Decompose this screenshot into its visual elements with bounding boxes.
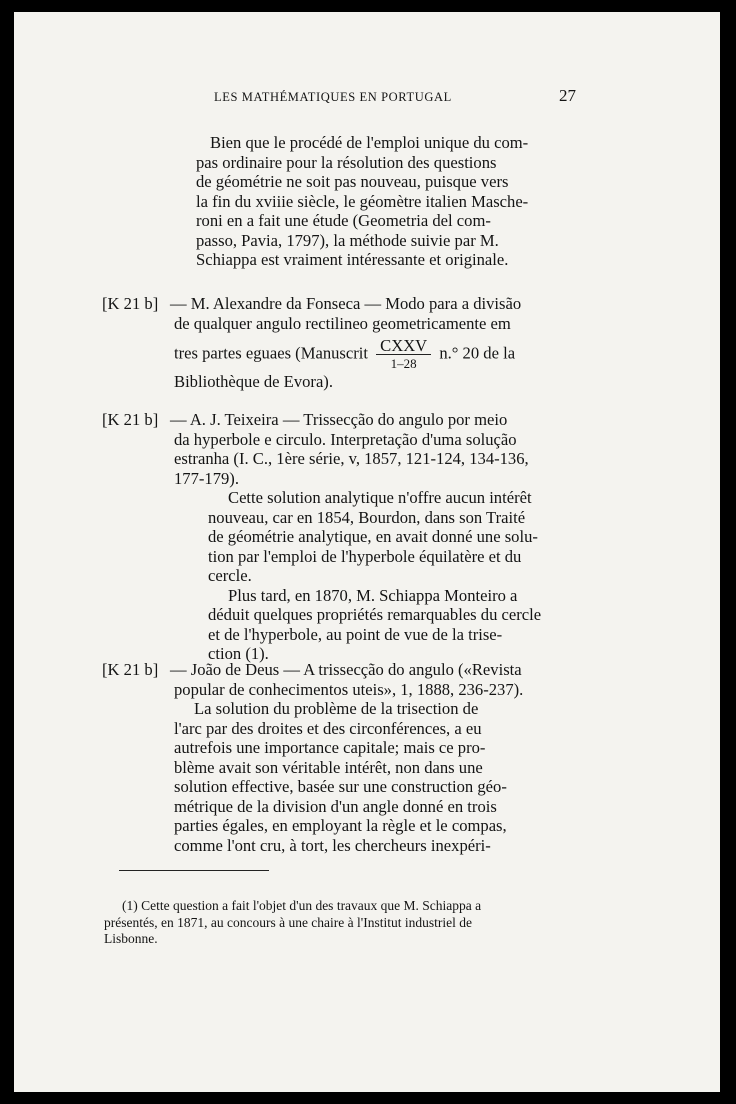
text-line: popular de conhecimentos uteis», 1, 1888, 236-237).	[174, 679, 524, 699]
text-fragment: n.° 20 de la	[439, 343, 516, 363]
text-line: de qualquer angulo rectilineo geometricamente em	[174, 313, 511, 333]
text-line: da hyperbole e circulo. Interpretação d'uma solução	[174, 429, 517, 449]
text-line: — A. J. Teixeira — Trissecção do angulo por meio	[170, 410, 508, 429]
text-line: nouveau, car en 1854, Bourdon, dans son Traité	[208, 507, 526, 527]
text-line: Cette solution analytique n'offre aucun intérêt	[228, 488, 532, 507]
entry-joao-de-deus	[170, 660, 580, 855]
text-fragment: tres partes eguaes (Manuscrit	[174, 343, 368, 363]
entry-fonseca	[170, 294, 580, 392]
text-line: Schiappa est vraiment intéressante et originale.	[196, 250, 509, 269]
text-line: et de l'hyperbole, au point de vue de la trise-	[208, 624, 503, 644]
text-line: parties égales, en employant la règle et le compas,	[174, 816, 507, 835]
text-line: blème avait son véritable intérêt, non dans une	[174, 757, 483, 777]
text-line: autrefois une importance capitale; mais ce pro-	[174, 738, 486, 757]
text-line: — M. Alexandre da Fonseca — Modo para a divisão	[170, 294, 522, 313]
document-page	[14, 12, 720, 1092]
manuscript-fraction	[376, 337, 431, 372]
text-line: pas ordinaire pour la résolution des questions	[196, 152, 497, 172]
page-number: 27	[559, 86, 576, 105]
text-line: de géométrie ne soit pas nouveau, puisque vers	[196, 172, 509, 191]
classification-tag: [K 21 b]	[102, 660, 159, 679]
text-line: de géométrie analytique, en avait donné une solu-	[208, 527, 538, 546]
entry-teixeira	[170, 410, 580, 664]
text-line: La solution du problème de la trisection de	[194, 699, 479, 718]
footnote-line: présentés, en 1871, au concours à une chaire à l'Institut industriel de	[104, 914, 472, 930]
text-line: Bien que le procédé de l'emploi unique du com-	[210, 133, 529, 152]
text-line: comme l'ont cru, à tort, les chercheurs inexpéri-	[174, 835, 491, 855]
text-line: 177-179).	[174, 468, 239, 488]
footnote	[104, 898, 609, 948]
text-line: Bibliothèque de Evora).	[174, 372, 333, 391]
text-line: déduit quelques propriétés remarquables du cercle	[208, 605, 542, 624]
text-line: cercle.	[208, 566, 252, 585]
text-line	[170, 337, 580, 372]
text-line: roni en a fait une étude (Geometria del com-	[196, 211, 491, 230]
text-line: Plus tard, en 1870, M. Schiappa Monteiro a	[228, 585, 518, 605]
text-line: — João de Deus — A trissecção do angulo («Revista	[170, 660, 522, 679]
text-line: tion par l'emploi de l'hyperbole équilatère et du	[208, 546, 522, 566]
text-line: la fin du xviiie siècle, le géomètre italien Masche-	[196, 191, 529, 211]
text-line: métrique de la division d'un angle donné en trois	[174, 796, 497, 816]
footnote-line: (1) Cette question a fait l'objet d'un des travaux que M. Schiappa a	[122, 898, 482, 913]
classification-tag: [K 21 b]	[102, 410, 159, 429]
fraction-numerator: CXXV	[376, 337, 431, 355]
text-line: estranha (I. C., 1ère série, v, 1857, 121-124, 134-136,	[174, 449, 529, 468]
text-line: l'arc par des droites et des circonférences, a eu	[174, 718, 482, 738]
text-line: passo, Pavia, 1797), la méthode suivie par M.	[196, 230, 499, 250]
text-line: solution effective, basée sur une construction géo-	[174, 777, 507, 796]
fraction-denominator: 1–28	[390, 356, 417, 371]
classification-tag: [K 21 b]	[102, 294, 159, 313]
footnote-divider	[119, 870, 269, 871]
footnote-line: Lisbonne.	[104, 931, 158, 946]
intro-paragraph	[196, 133, 576, 270]
text-line: ction (1).	[208, 644, 269, 663]
running-title: LES MATHÉMATIQUES EN PORTUGAL	[214, 90, 452, 104]
